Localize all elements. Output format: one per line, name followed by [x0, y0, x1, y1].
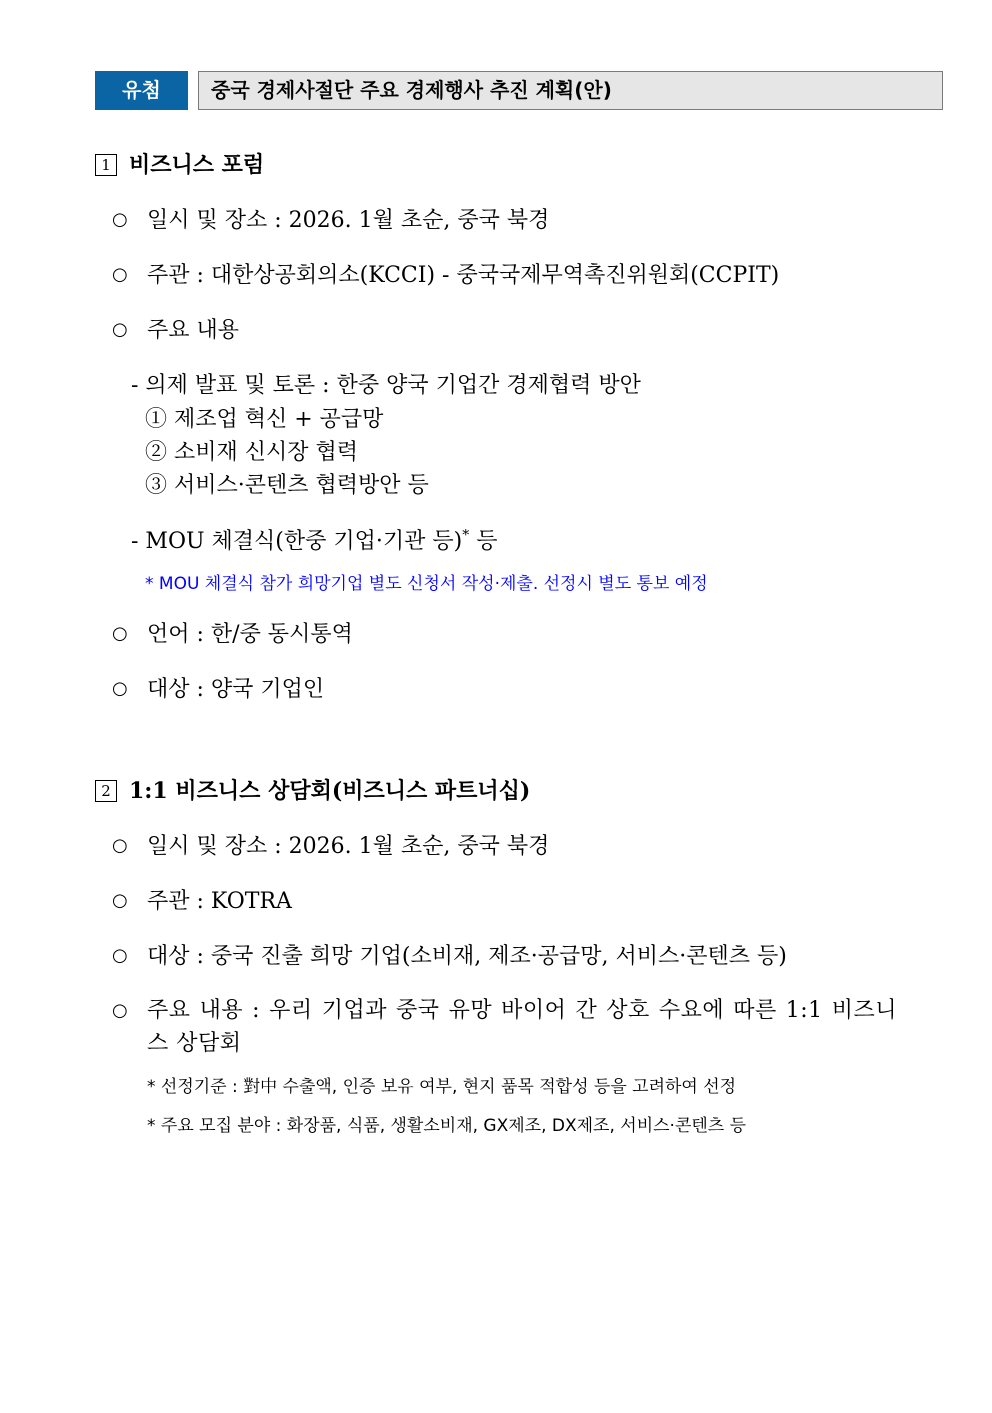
s2-content: 주요 내용 : 우리 기업과 중국 유망 바이어 간 상호 수요에 따른 1:1 비즈니스 상담회: [147, 998, 897, 1056]
section-1-number: 1: [95, 154, 117, 176]
s1-content: 주요 내용: [147, 318, 240, 343]
s1-mou-mark: *: [462, 527, 470, 544]
s1-agenda: - 의제 발표 및 토론 : 한중 양국 기업간 경제협력 방안: [131, 373, 641, 398]
s2-host: 주관 : KOTRA: [147, 889, 292, 914]
s2-date-place: 일시 및 장소 : 2026. 1월 초순, 중국 북경: [147, 834, 550, 859]
s1-agenda-item-1: ① 제조업 혁신 + 공급망: [145, 407, 384, 432]
section-2-number: 2: [95, 780, 117, 802]
s1-mou-note: * MOU 체결식 참가 희망기업 별도 신청서 작성·제출. 선정시 별도 통보 예정: [145, 574, 708, 594]
section-2-title: 1:1 비즈니스 상담회(비즈니스 파트너십): [129, 778, 531, 804]
s1-agenda-item-3: ③ 서비스·콘텐츠 협력방안 등: [145, 473, 429, 498]
attachment-tag: 유첨: [95, 71, 188, 110]
document-title: 중국 경제사절단 주요 경제행사 추진 계획(안): [198, 71, 943, 110]
bullet-icon: ○: [112, 209, 128, 230]
document-header: [95, 71, 943, 110]
bullet-icon: ○: [112, 1000, 128, 1021]
s1-mou-tail: 등: [469, 529, 498, 554]
bullet-icon: ○: [112, 319, 128, 340]
s1-date-place: 일시 및 장소 : 2026. 1월 초순, 중국 북경: [147, 208, 550, 233]
s1-mou-text: - MOU 체결식(한중 기업·기관 등): [131, 529, 463, 554]
section-1-heading: [95, 148, 264, 179]
s1-host: 주관 : 대한상공회의소(KCCI) - 중국국제무역촉진위원회(CCPIT): [147, 263, 780, 288]
s2-note-criteria: * 선정기준 : 對中 수출액, 인증 보유 여부, 현지 품목 적합성 등을 고려하여 선정: [147, 1077, 737, 1097]
s1-language: 언어 : 한/중 동시통역: [147, 622, 353, 647]
s1-mou: [131, 524, 497, 555]
s1-target: 대상 : 양국 기업인: [147, 677, 325, 702]
section-2-heading: [95, 774, 530, 805]
bullet-icon: ○: [112, 945, 128, 966]
section-1-title: 비즈니스 포럼: [129, 152, 265, 178]
bullet-icon: ○: [112, 678, 128, 699]
bullet-icon: ○: [112, 623, 128, 644]
bullet-icon: ○: [112, 835, 128, 856]
bullet-icon: ○: [112, 890, 128, 911]
s2-note-fields: * 주요 모집 분야 : 화장품, 식품, 생활소비재, GX제조, DX제조, 서비스·콘텐츠 등: [147, 1116, 747, 1136]
s2-target: 대상 : 중국 진출 희망 기업(소비재, 제조·공급망, 서비스·콘텐츠 등): [147, 944, 787, 969]
bullet-icon: ○: [112, 264, 128, 285]
s1-agenda-item-2: ② 소비재 신시장 협력: [145, 440, 358, 465]
